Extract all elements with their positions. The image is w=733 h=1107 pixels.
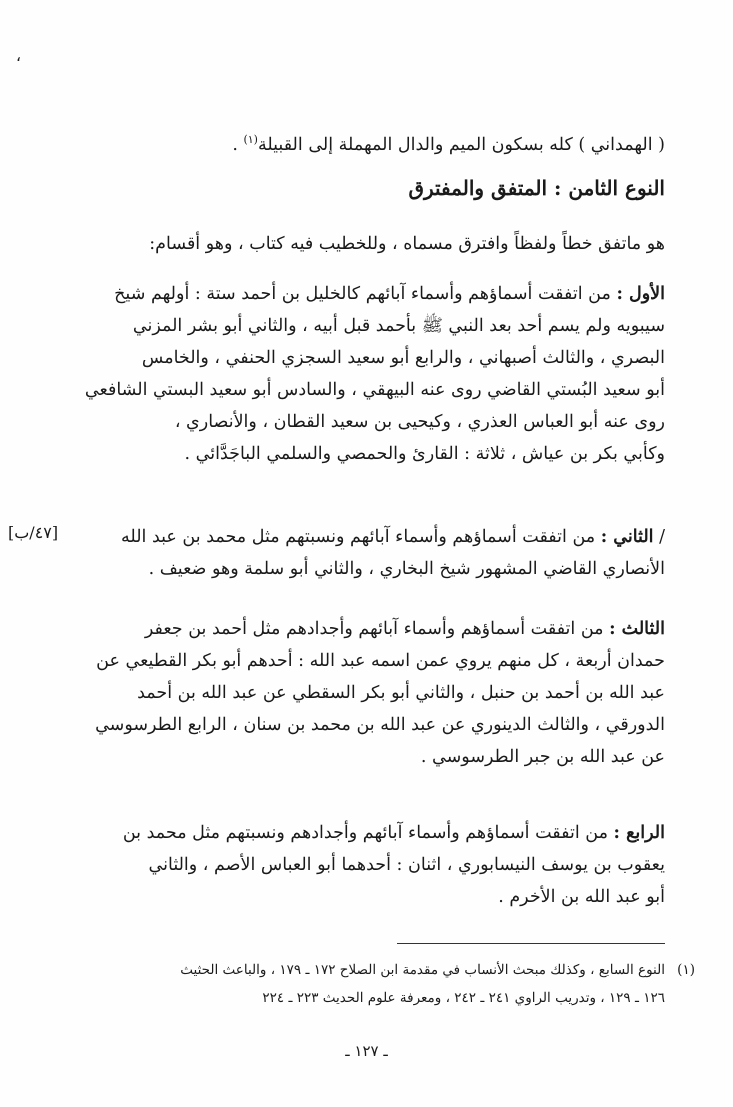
lead-third: الثالث : [609, 619, 665, 639]
text-line: وكأبي بكر بن عياش ، ثلاثة : القارئ والحمصي والسلمي الباجَدَّائي . [184, 444, 665, 464]
text-line: الدورقي ، والثالث الدينوري عن عبد الله بن محمد بن سنان ، الرابع الطرسوسي [95, 715, 665, 735]
footnote [61, 956, 695, 1012]
text-line: سيبويه ولم يسم أحد بعد النبي ﷺ بأحمد قبل أبيه ، والثاني أبو بشر المزني [132, 316, 665, 336]
text-line: الثالث : من اتفقت أسماؤهم وأسماء آبائهم وأجدادهم مثل أحمد بن جعفر [144, 619, 665, 639]
lead-second: الثاني : [600, 527, 654, 547]
intro-paragraph [61, 124, 665, 161]
footnote-number: (١) [677, 962, 695, 978]
text-line: / الثاني : من اتفقت أسماؤهم وأسماء آبائهم ونسبتهم مثل محمد بن عبد الله [121, 527, 665, 547]
footnote-line: ١٢٦ ـ ١٢٩ ، وتدريب الراوي ٢٤١ ـ ٢٤٢ ، ومعرفة علوم الحديث ٢٢٣ ـ ٢٢٤ [262, 990, 665, 1006]
text-line: روى عنه أبو العباس العذري ، وكيحيى بن سعيد القطان ، والأنصاري ، [174, 412, 665, 432]
text-line: الأول : من اتفقت أسماؤهم وأسماء آبائهم كالخليل بن أحمد ستة : أولهم شيخ [114, 284, 665, 304]
text-line: يعقوب بن يوسف النيسابوري ، اثنان : أحدهما أبو العباس الأصم ، والثاني [148, 855, 665, 875]
page-number: ـ ١٢٧ ـ [345, 1042, 388, 1060]
text-line: حمدان أربعة ، كل منهم يروي عمن اسمه عبد الله : أحدهم أبو بكر القطيعي عن [96, 651, 665, 671]
section-heading: النوع الثامن : المتفق والمفترق [408, 176, 665, 200]
text-line: الرابع : من اتفقت أسماؤهم وأسماء آبائهم وأجدادهم ونسبتهم مثل محمد بن [122, 823, 665, 843]
margin-folio-note: [٤٧/ب] [8, 523, 59, 542]
corner-mark: ، [15, 46, 21, 65]
definition-paragraph [61, 228, 665, 260]
text-line: الأنصاري القاضي المشهور شيخ البخاري ، والثاني أبو سلمة وهو ضعيف . [148, 559, 665, 579]
text-line: البصري ، والثالث أصبهاني ، والرابع أبو سعيد السجزي الحنفي ، والخامس [141, 348, 665, 368]
lead-first: الأول : [616, 284, 665, 304]
paragraph-fourth [61, 817, 665, 913]
text-line: أبو عبد الله بن الأخرم . [498, 887, 665, 907]
footnote-divider [397, 943, 665, 944]
lead-fourth: الرابع : [613, 823, 665, 843]
paragraph-third [61, 613, 665, 773]
text-line: عن عبد الله بن جبر الطرسوسي . [420, 747, 665, 767]
text-line: عبد الله بن أحمد بن حنبل ، والثاني أبو بكر السقطي عن عبد الله بن أحمد [137, 683, 665, 703]
paragraph-second [61, 521, 665, 585]
definition-line: هو ماتفق خطاً ولفظاً وافترق مسماه ، وللخطيب فيه كتاب ، وهو أقسام: [149, 234, 665, 254]
footnote-line: النوع السابع ، وكذلك مبحث الأنساب في مقدمة ابن الصلاح ١٧٢ ـ ١٧٩ ، والباعث الحثيث [180, 962, 665, 978]
text-line: أبو سعيد البُستي القاضي روى عنه البيهقي ، والسادس أبو سعيد البستي الشافعي [84, 380, 665, 400]
paragraph-first [61, 278, 665, 470]
footnote-ref[interactable]: (١) [243, 133, 258, 146]
intro-line: ( الهمداني ) كله بسكون الميم والدال المهملة إلى القبيلة$^{(١)}$ . [232, 133, 665, 155]
